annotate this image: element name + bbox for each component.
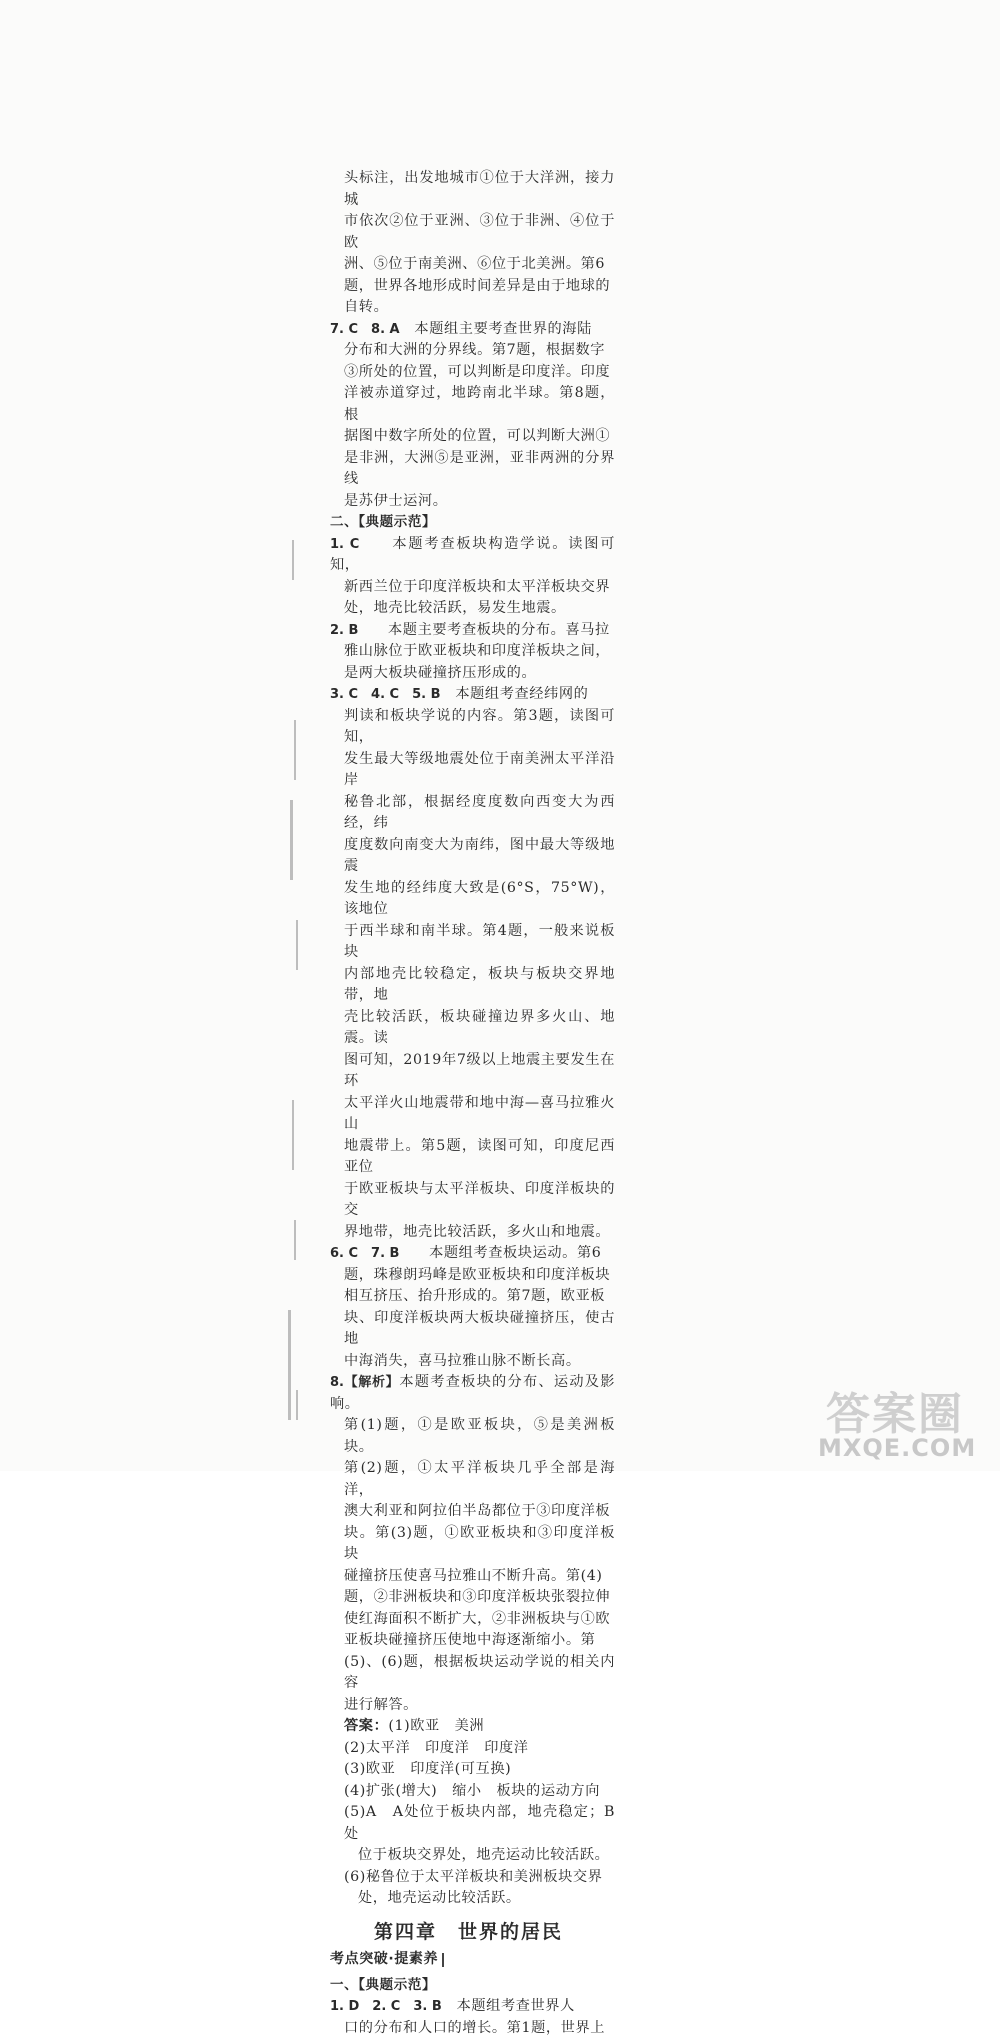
- text-line: 是苏伊士运河。: [330, 491, 615, 513]
- watermark-text: 答案圈: [826, 1378, 964, 1442]
- text-line: 判读和板块学说的内容。第3题，读图可知，: [330, 706, 615, 749]
- answer-block: [330, 1716, 615, 1910]
- watermark-logo: [818, 1378, 988, 1468]
- section-bar: [330, 1949, 615, 1971]
- answer-key: 8.【解析】: [330, 1375, 399, 1390]
- text-line: 发生最大等级地震处位于南美洲太平洋沿岸: [330, 749, 615, 792]
- text-line: 处，地壳运动比较活跃。: [344, 1888, 615, 1910]
- binding-gutter: [282, 160, 308, 1420]
- section-heading: 一、【典题示范】: [330, 1975, 615, 1997]
- answer-item-6-7: [330, 1243, 615, 1372]
- text-line: 于西半球和南半球。第4题，一般来说板块: [330, 921, 615, 964]
- bar-divider: [442, 1953, 456, 1967]
- answer-key: 1. D 2. C 3. B: [330, 1999, 442, 2014]
- text-line: 内部地壳比较稳定，板块与板块交界地带，地: [330, 964, 615, 1007]
- answer-item-3-5: [330, 684, 615, 1243]
- text-line: 使红海面积不断扩大，②非洲板块与①欧: [330, 1609, 615, 1631]
- text-line: 中海消失，喜马拉雅山脉不断长高。: [330, 1351, 615, 1373]
- answer-key: 3. C 4. C 5. B: [330, 687, 441, 702]
- answer-key: 1. C: [330, 537, 359, 552]
- text-line: 块。第(3)题，①欧亚板块和③印度洋板块: [330, 1523, 615, 1566]
- section-bar-label: 考点突破·提素养: [330, 1949, 438, 1971]
- text-line: 洲、⑤位于南美洲、⑥位于北美洲。第6: [330, 254, 615, 276]
- text-line: 第(1)题，①是欧亚板块，⑤是美洲板块。: [330, 1415, 615, 1458]
- text-line: 于欧亚板块与太平洋板块、印度洋板块的交: [330, 1179, 615, 1222]
- text-line: (5)A A处位于板块内部，地壳稳定；B处: [344, 1802, 615, 1845]
- text-line: (3)欧亚 印度洋(可互换): [344, 1759, 615, 1781]
- answer-column: [330, 168, 615, 2039]
- answer-item-7-8: [330, 319, 615, 513]
- text-line: 碰撞挤压使喜马拉雅山不断升高。第(4): [330, 1566, 615, 1588]
- text-line: (6)秘鲁位于太平洋板块和美洲板块交界: [344, 1867, 615, 1889]
- text-line: 分布和大洲的分界线。第7题，根据数字: [330, 340, 615, 362]
- text-line: 界地带，地壳比较活跃，多火山和地震。: [330, 1222, 615, 1244]
- text-line: 新西兰位于印度洋板块和太平洋板块交界: [330, 577, 615, 599]
- text-line: (1)欧亚 美洲: [388, 1718, 484, 1734]
- text-line: 雅山脉位于欧亚板块和印度洋板块之间，: [330, 641, 615, 663]
- text-line: ③所处的位置，可以判断是印度洋。印度: [330, 362, 615, 384]
- text-line: 位于板块交界处，地壳运动比较活跃。: [344, 1845, 615, 1867]
- text-line: 口的分布和人口的增长。第1题，世界上: [330, 2018, 615, 2039]
- text-line: (5)、(6)题，根据板块运动学说的相关内容: [330, 1652, 615, 1695]
- answer-key: 6. C 7. B: [330, 1246, 399, 1261]
- answer-item-8: [330, 1372, 615, 1716]
- text-line: 头标注，出发地城市①位于大洋洲，接力城: [330, 168, 615, 211]
- text-line: (2)太平洋 印度洋 印度洋: [344, 1738, 615, 1760]
- section-heading: 二、【典题示范】: [330, 512, 615, 534]
- text-line: (4)扩张(增大) 缩小 板块的运动方向: [344, 1781, 615, 1803]
- text-line: 壳比较活跃，板块碰撞边界多火山、地震。读: [330, 1007, 615, 1050]
- text-line: 度度数向南变大为南纬，图中最大等级地震: [330, 835, 615, 878]
- text-line: 本题组主要考查世界的海陆: [414, 321, 591, 337]
- text-line: 第(2)题，①太平洋板块几乎全部是海洋，: [330, 1458, 615, 1501]
- text-line: 是非洲，大洲⑤是亚洲，亚非两洲的分界线: [330, 448, 615, 491]
- watermark-url: MXQE.COM: [818, 1434, 976, 1462]
- text-line: 题，②非洲板块和③印度洋板块张裂拉伸: [330, 1587, 615, 1609]
- text-line: 本题考查板块的分布、运动及影响。: [330, 1374, 615, 1412]
- text-line: 本题组考查世界人: [457, 1998, 575, 2014]
- text-line: 题，世界各地形成时间差异是由于地球的: [330, 276, 615, 298]
- answer-label: 答案：: [344, 1718, 388, 1734]
- text-line: 地震带上。第5题，读图可知，印度尼西亚位: [330, 1136, 615, 1179]
- text-line: 进行解答。: [330, 1695, 615, 1717]
- text-line: 本题主要考查板块的分布。喜马拉: [388, 622, 610, 638]
- text-line: 是两大板块碰撞挤压形成的。: [330, 663, 615, 685]
- text-line: 洋被赤道穿过，地跨南北半球。第8题，根: [330, 383, 615, 426]
- text-line: 自转。: [330, 297, 615, 319]
- text-line: 本题组考查经纬网的: [455, 686, 588, 702]
- text-line: 据图中数字所处的位置，可以判断大洲①: [330, 426, 615, 448]
- text-line: 澳大利亚和阿拉伯半岛都位于③印度洋板: [330, 1501, 615, 1523]
- text-line: 处，地壳比较活跃，易发生地震。: [330, 598, 615, 620]
- answer-item-1-3: [330, 1996, 615, 2039]
- text-line: 题，珠穆朗玛峰是欧亚板块和印度洋板块: [330, 1265, 615, 1287]
- text-line: 本题考查板块构造学说。读图可知，: [330, 536, 615, 574]
- text-line: 图可知，2019年7级以上地震主要发生在环: [330, 1050, 615, 1093]
- continued-explanation: [330, 168, 615, 319]
- chapter-title: 第四章 世界的居民: [374, 1922, 615, 1944]
- text-line: 亚板块碰撞挤压使地中海逐渐缩小。第: [330, 1630, 615, 1652]
- text-line: 相互挤压、抬升形成的。第7题，欧亚板: [330, 1286, 615, 1308]
- text-line: 市依次②位于亚洲、③位于非洲、④位于欧: [330, 211, 615, 254]
- answer-item-1: [330, 534, 615, 620]
- answer-key: 2. B: [330, 623, 358, 638]
- text-line: 秘鲁北部，根据经度度数向西变大为西经，纬: [330, 792, 615, 835]
- answer-key: 7. C 8. A: [330, 322, 400, 337]
- text-line: 太平洋火山地震带和地中海—喜马拉雅火山: [330, 1093, 615, 1136]
- text-line: 本题组考查板块运动。第6: [429, 1245, 601, 1261]
- text-line: 发生地的经纬度大致是(6°S，75°W)，该地位: [330, 878, 615, 921]
- answer-item-2: [330, 620, 615, 685]
- text-line: 块、印度洋板块两大板块碰撞挤压，使古地: [330, 1308, 615, 1351]
